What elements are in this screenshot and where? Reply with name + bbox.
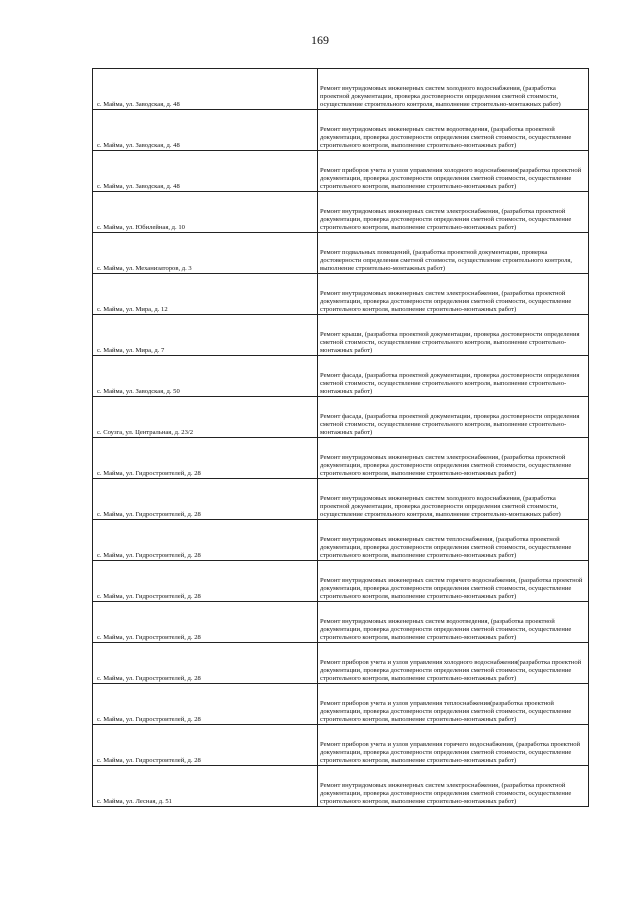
table-row <box>93 151 589 192</box>
work-description-cell: Ремонт внутридомовых инженерных систем электроснабжения, (разработка проектной документации, проверка достоверности определения сметной стоимости, осуществление строительного контроля, выполнение строительно-монтажных работ) <box>318 438 589 479</box>
table-row <box>93 684 589 725</box>
work-description-cell: Ремонт внутридомовых инженерных систем горячего водоснабжения, (разработка проектной документации, проверка достоверности определения сметной стоимости, осуществление строительного контроля, выполнение строительно-монтажных работ) <box>318 561 589 602</box>
table-row <box>93 438 589 479</box>
work-description-cell: Ремонт внутридомовых инженерных систем водоотведения, (разработка проектной документации, проверка достоверности определения сметной стоимости, осуществление строительного контроля, выполнение строительно-монтажных работ) <box>318 110 589 151</box>
work-description-cell: Ремонт приборов учета и узлов управления холодного водоснабжения(разработка проектной документации, проверка достоверности определения сметной стоимости, осуществление строительного контроля, выполнение строительно-монтажных работ) <box>318 643 589 684</box>
table-row <box>93 110 589 151</box>
work-description-cell: Ремонт внутридомовых инженерных систем водоотведения, (разработка проектной документации, проверка достоверности определения сметной стоимости, осуществление строительного контроля, выполнение строительно-монтажных работ) <box>318 602 589 643</box>
address-cell: с. Майма, ул. Гидростроителей, д. 28 <box>93 520 318 561</box>
address-cell: с. Майма, ул. Гидростроителей, д. 28 <box>93 643 318 684</box>
address-cell: с. Майма, ул. Гидростроителей, д. 28 <box>93 561 318 602</box>
work-description-cell: Ремонт фасада, (разработка проектной документации, проверка достоверности определения сметной стоимости, осуществление строительного контроля, выполнение строительно-монтажных работ) <box>318 356 589 397</box>
address-cell: с. Майма, ул. Лесная, д. 51 <box>93 766 318 807</box>
address-cell: с. Майма, ул. Заводская, д. 48 <box>93 110 318 151</box>
table-row <box>93 725 589 766</box>
address-cell: с. Майма, ул. Заводская, д. 50 <box>93 356 318 397</box>
table-row <box>93 192 589 233</box>
table-row <box>93 520 589 561</box>
address-cell: с. Майма, ул. Гидростроителей, д. 28 <box>93 725 318 766</box>
table-row <box>93 356 589 397</box>
address-cell: с. Майма, ул. Гидростроителей, д. 28 <box>93 479 318 520</box>
work-description-cell: Ремонт подвальных помещений, (разработка проектной документации, проверка достоверности определения сметной стоимости, осуществление строительного контроля, выполнение строительно-монтажных работ) <box>318 233 589 274</box>
table-row <box>93 69 589 110</box>
table-row <box>93 602 589 643</box>
work-description-cell: Ремонт внутридомовых инженерных систем электроснабжения, (разработка проектной документации, проверка достоверности определения сметной стоимости, осуществление строительного контроля, выполнение строительно-монтажных работ) <box>318 274 589 315</box>
address-cell: с. Майма, ул. Мира, д. 12 <box>93 274 318 315</box>
table-row <box>93 479 589 520</box>
table-row <box>93 233 589 274</box>
work-description-cell: Ремонт приборов учета и узлов управления холодного водоснабжения(разработка проектной документации, проверка достоверности определения сметной стоимости, осуществление строительного контроля, выполнение строительно-монтажных работ) <box>318 151 589 192</box>
table-row <box>93 397 589 438</box>
table-row <box>93 315 589 356</box>
table-row <box>93 643 589 684</box>
table-row <box>93 766 589 807</box>
address-cell: с. Майма, ул. Гидростроителей, д. 28 <box>93 438 318 479</box>
address-cell: с. Майма, ул. Гидростроителей, д. 28 <box>93 602 318 643</box>
table-row <box>93 274 589 315</box>
work-description-cell: Ремонт внутридомовых инженерных систем электроснабжения, (разработка проектной документации, проверка достоверности определения сметной стоимости, осуществление строительного контроля, выполнение строительно-монтажных работ) <box>318 192 589 233</box>
work-description-cell: Ремонт внутридомовых инженерных систем электроснабжения, (разработка проектной документации, проверка достоверности определения сметной стоимости, осуществление строительного контроля, выполнение строительно-монтажных работ) <box>318 766 589 807</box>
table-row <box>93 561 589 602</box>
work-description-cell: Ремонт внутридомовых инженерных систем холодного водоснабжения, (разработка проектной документации, проверка достоверности определения сметной стоимости, осуществление строительного контроля, выполнение строительно-монтажных работ) <box>318 479 589 520</box>
work-description-cell: Ремонт внутридомовых инженерных систем холодного водоснабжения, (разработка проектной документации, проверка достоверности определения сметной стоимости, осуществление строительного контроля, выполнение строительно-монтажных работ) <box>318 69 589 110</box>
work-description-cell: Ремонт крыши, (разработка проектной документации, проверка достоверности определения сметной стоимости, осуществление строительного контроля, выполнение строительно-монтажных работ) <box>318 315 589 356</box>
address-cell: с. Майма, ул. Юбилейная, д. 10 <box>93 192 318 233</box>
address-cell: с. Майма, ул. Заводская, д. 48 <box>93 69 318 110</box>
work-description-cell: Ремонт приборов учета и узлов управления горячего водоснабжения, (разработка проектной документации, проверка достоверности определения сметной стоимости, осуществление строительного контроля, выполнение строительно-монтажных работ) <box>318 725 589 766</box>
works-table <box>92 68 589 807</box>
work-description-cell: Ремонт внутридомовых инженерных систем теплоснабжения, (разработка проектной документации, проверка достоверности определения сметной стоимости, осуществление строительного контроля, выполнение строительно-монтажных работ) <box>318 520 589 561</box>
address-cell: с. Майма, ул. Заводская, д. 48 <box>93 151 318 192</box>
page-number: 169 <box>311 33 329 47</box>
work-description-cell: Ремонт приборов учета и узлов управления теплоснабжения(разработка проектной документации, проверка достоверности определения сметной стоимости, осуществление строительного контроля, выполнение строительно-монтажных работ) <box>318 684 589 725</box>
address-cell: с. Майма, ул. Мира, д. 7 <box>93 315 318 356</box>
address-cell: с. Майма, ул. Механизаторов, д. 3 <box>93 233 318 274</box>
address-cell: с. Соузга, ул. Центральная, д. 23/2 <box>93 397 318 438</box>
work-description-cell: Ремонт фасада, (разработка проектной документации, проверка достоверности определения сметной стоимости, осуществление строительного контроля, выполнение строительно-монтажных работ) <box>318 397 589 438</box>
works-table-body <box>93 69 589 807</box>
address-cell: с. Майма, ул. Гидростроителей, д. 28 <box>93 684 318 725</box>
